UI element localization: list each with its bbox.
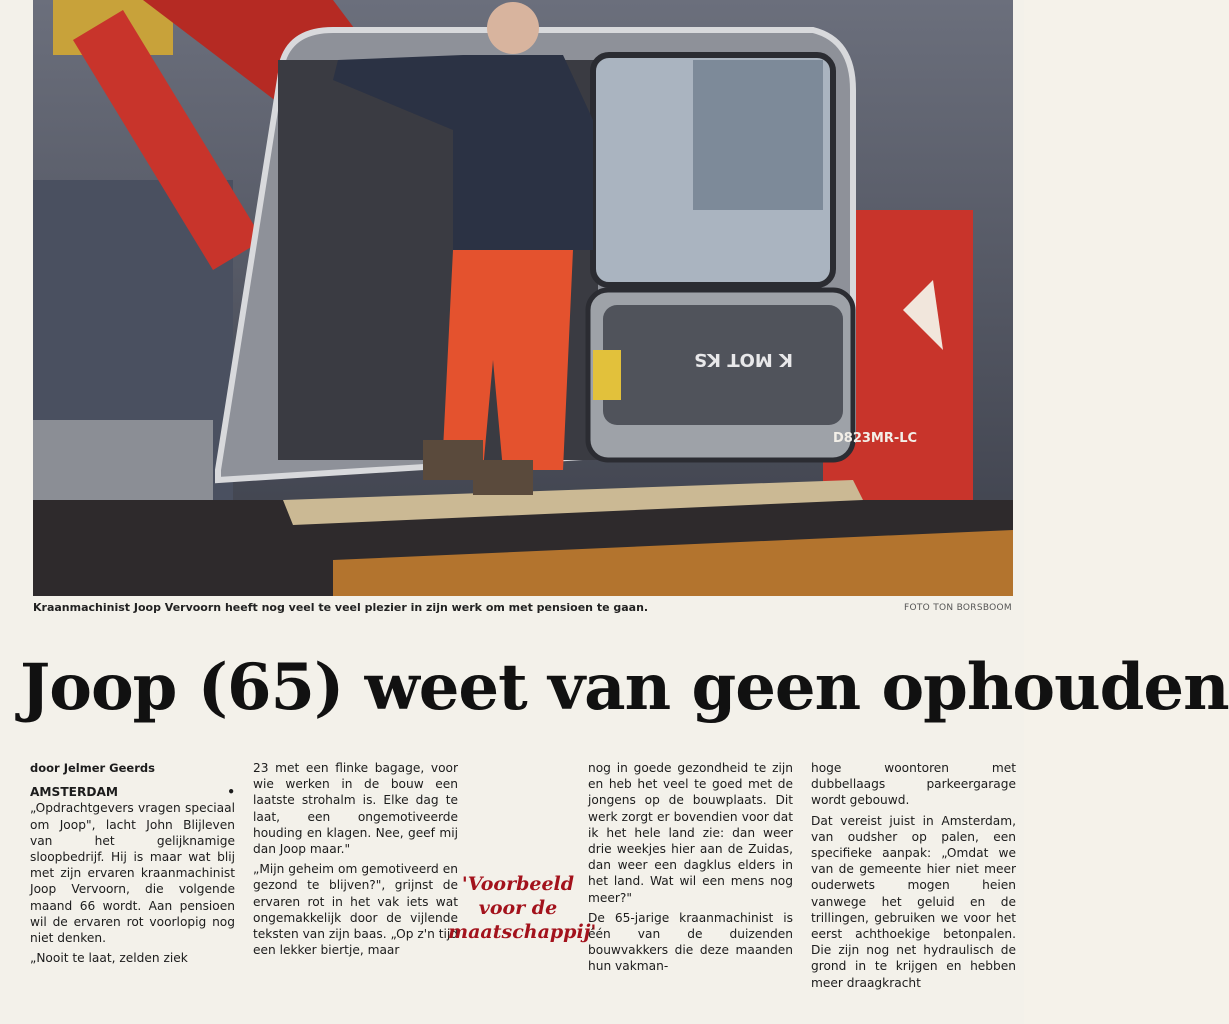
paragraph: „Nooit te laat, zelden ziek	[30, 951, 188, 966]
machine-label: D823MR-LC	[833, 431, 918, 446]
paragraph: „Mijn geheim om gemotiveerd en gezond te blijven?", grijnst de ervaren rot in het vak iets wat ongemakkelijk door de vijlende teksten van zijn baas. „Op z'n tijd een lekker biertje, maar	[253, 862, 458, 958]
paragraph: nog in goede gezondheid te zijn en heb het veel te goed met de jongens op de bouwplaats. Dit werk zorgt er bovendien voor dat ik het hele land zie: dan weer drie weekjes hier aan de Zuidas, dan weer een dagklus elders in het land. Wat wil een mens nog meer?"	[588, 761, 793, 905]
excavator-illustration	[33, 0, 1013, 596]
paragraph: 23 met een flinke bagage, voor wie werken in de bouw een laatste strohalm is. Elke dag te laat, een ongemotiveerde houding en klagen. Nee, geef mij dan Joop maar."	[253, 761, 458, 857]
byline: door Jelmer Geerds	[30, 761, 155, 775]
lead-paragraph	[30, 784, 235, 946]
news-photo	[33, 0, 1013, 596]
article-column-3	[588, 760, 793, 1024]
headline: Joop (65) weet van geen ophouden	[20, 650, 1229, 725]
paragraph: De 65-jarige kraanmachinist is één van de duizenden bouwvakkers die deze maanden hun vakman-	[588, 910, 793, 974]
pull-quote: 'Voorbeeld voor de maatschappij'	[448, 873, 597, 943]
lead-text: „Opdrachtgevers vragen speciaal om Joop", lacht John Blijleven van het gelijknamige sloopbedrijf. Hij is maar wat blij met zijn ervaren kraanmachinist Joop Vervoorn, die volgende maand 66 wordt. Aan pensioen wil de ervaren rot voorlopig nog niet denken.	[30, 801, 235, 946]
article-column-2	[253, 760, 458, 1024]
paragraph: hoge woontoren met dubbellaags parkeergarage wordt gebouwd.	[811, 761, 1016, 808]
paragraph: Dat vereist juist in Amsterdam, van oudsher op palen, een specifieke aanpak: „Omdat we van de gemeente hier niet meer ouderwets mogen heien vanwege het geluid en de trillingen, gebruiken we voor het eerst achthoekige betonpalen. Die zijn nog net hydraulisch de grond in te krijgen en hebben meer draagkracht	[811, 813, 1016, 990]
article-column-4	[811, 760, 1016, 1024]
article-column-1	[30, 760, 235, 1024]
photo-credit: FOTO TON BORSBOOM	[904, 603, 1012, 613]
sticker-text: K MOT KS	[694, 349, 793, 370]
photo-caption: Kraanmachinist Joop Vervoorn heeft nog veel te veel plezier in zijn werk om met pensioen te gaan.	[33, 601, 649, 614]
dateline: AMSTERDAM •	[30, 785, 235, 800]
